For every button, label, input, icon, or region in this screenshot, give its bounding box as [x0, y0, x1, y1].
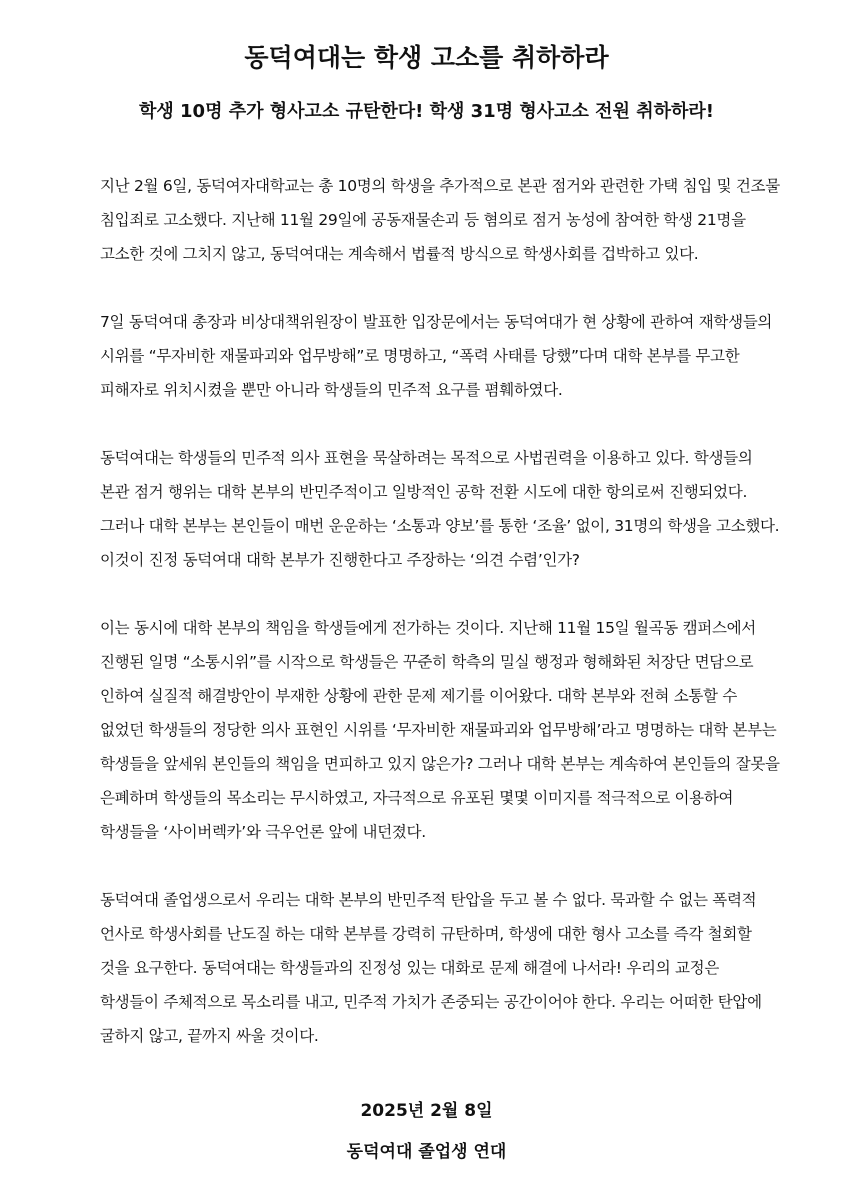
paragraph: [100, 307, 800, 409]
paragraph-line: 언사로 학생사회를 난도질 하는 대학 본부를 강력히 규탄하며, 학생에 대한 형사 고소를 즉각 철회할: [100, 925, 752, 943]
paragraph-line: 지난 2월 6일, 동덕여자대학교는 총 10명의 학생을 추가적으로 본관 점거와 관련한 가택 침입 및 건조물: [100, 177, 780, 195]
paragraph: [100, 613, 800, 851]
paragraph-line: 진행된 일명 “소통시위”를 시작으로 학생들은 꾸준히 학측의 밀실 행정과 형해화된 처장단 면담으로: [100, 653, 754, 671]
document-signature: 동덕여대 졸업생 연대: [346, 1142, 507, 1162]
paragraph-line: 굴하지 않고, 끝까지 싸울 것이다.: [100, 1027, 319, 1045]
document-title: 동덕여대는 학생 고소를 취하하라: [244, 43, 609, 72]
paragraph-line: 학생들을 ‘사이버렉카’와 극우언론 앞에 내던졌다.: [100, 823, 426, 841]
paragraph-line: 것을 요구한다. 동덕여대는 학생들과의 진정성 있는 대화로 문제 해결에 나서라! 우리의 교정은: [100, 959, 720, 977]
paragraph-line: 고소한 것에 그치지 않고, 동덕여대는 계속해서 법률적 방식으로 학생사회를 겁박하고 있다.: [100, 245, 699, 263]
paragraph: [100, 171, 800, 273]
paragraph-line: 학생들이 주체적으로 목소리를 내고, 민주적 가치가 존중되는 공간이어야 한다. 우리는 어떠한 탄압에: [100, 993, 762, 1011]
paragraph-line: 본관 점거 행위는 대학 본부의 반민주적이고 일방적인 공학 전환 시도에 대한 항의로써 진행되었다.: [100, 483, 748, 501]
document-subtitle: 학생 10명 추가 형사고소 규탄한다! 학생 31명 형사고소 전원 취하하라!: [138, 101, 714, 122]
paragraph-line: 동덕여대는 학생들의 민주적 의사 표현을 묵살하려는 목적으로 사법권력을 이용하고 있다. 학생들의: [100, 449, 753, 467]
paragraph: [100, 443, 800, 579]
paragraph-line: 그러나 대학 본부는 본인들이 매번 운운하는 ‘소통과 양보’를 통한 ‘조율’ 없이, 31명의 학생을 고소했다.: [100, 517, 780, 535]
paragraph-line: 침입죄로 고소했다. 지난해 11월 29일에 공동재물손괴 등 혐의로 점거 농성에 참여한 학생 21명을: [100, 211, 746, 229]
paragraph-line: 은폐하며 학생들의 목소리는 무시하였고, 자극적으로 유포된 몇몇 이미지를 적극적으로 이용하여: [100, 789, 734, 807]
paragraph-line: 인하여 실질적 해결방안이 부재한 상황에 관한 문제 제기를 이어왔다. 대학 본부와 전혀 소통할 수: [100, 687, 738, 705]
document-body: [100, 171, 800, 1089]
paragraph-line: 피해자로 위치시켰을 뿐만 아니라 학생들의 민주적 요구를 폄훼하였다.: [100, 381, 563, 399]
document-date: 2025년 2월 8일: [360, 1101, 493, 1121]
paragraph-line: 없었던 학생들의 정당한 의사 표현인 시위를 ‘무자비한 재물파괴와 업무방해’라고 명명하는 대학 본부는: [100, 721, 777, 739]
paragraph-line: 시위를 “무자비한 재물파괴와 업무방해”로 명명하고, “폭력 사태를 당했”다며 대학 본부를 무고한: [100, 347, 740, 365]
paragraph-line: 이는 동시에 대학 본부의 책임을 학생들에게 전가하는 것이다. 지난해 11월 15일 월곡동 캠퍼스에서: [100, 619, 756, 637]
paragraph-line: 이것이 진정 동덕여대 대학 본부가 진행한다고 주장하는 ‘의견 수렴’인가?: [100, 551, 580, 569]
paragraph-line: 동덕여대 졸업생으로서 우리는 대학 본부의 반민주적 탄압을 두고 볼 수 없다. 묵과할 수 없는 폭력적: [100, 891, 757, 909]
paragraph: [100, 885, 800, 1055]
paragraph-line: 7일 동덕여대 총장과 비상대책위원장이 발표한 입장문에서는 동덕여대가 현 상황에 관하여 재학생들의: [100, 313, 773, 331]
paragraph-line: 학생들을 앞세워 본인들의 책임을 면피하고 있지 않은가? 그러나 대학 본부는 계속하여 본인들의 잘못을: [100, 755, 780, 773]
